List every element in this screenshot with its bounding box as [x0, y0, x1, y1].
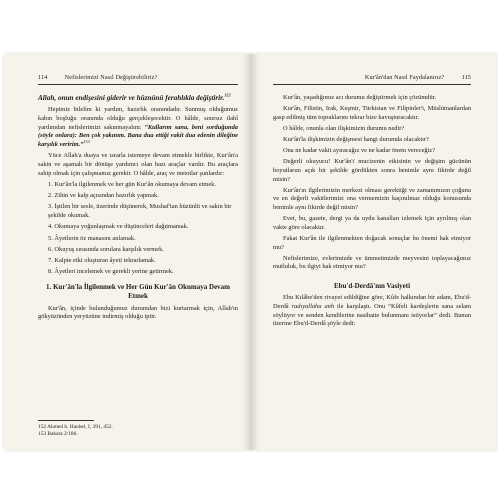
right-body-text: [273, 94, 471, 332]
footnote-ref-152: 152: [224, 92, 231, 98]
right-page: [251, 54, 496, 450]
right-paragraph-1: Kur'ân, yaşadığımız acı durumu değiştirmek için çözümdür.: [283, 94, 437, 101]
left-page-number: 114: [38, 74, 48, 81]
right-head-rule: [273, 84, 471, 85]
verse-quote-bold: “Kullarım sana, beni sorduğunda (söyle onlara): Ben çok yakınım. Bana dua ettiği vakit dua edenin dileğine karşılık veririm.”: [38, 123, 238, 149]
right-paragraph-6: Değerli okuyucu! Kur'ân'ı̇ mucizenin etkisinin ve değişim gücünün boyutlarını açık bir şekilde gördükten sonra benimle aynı fikirde değil misin?: [273, 158, 471, 183]
list-item: 4. Okumaya yoğunlaşmak ve düşünceleri dağıtmamak.: [48, 223, 189, 231]
left-head-rule: [38, 84, 238, 85]
right-paragraph-9: Fakat Kur'ân ile ilgilenmekten doğacak sonuçlar bu önemi hak etmiyor mu?: [273, 234, 471, 251]
footnotes: [38, 424, 238, 439]
left-body-text: [38, 94, 238, 324]
list-item: 1. Kur'ân'la ilgilenmek ve her gün Kur'ân okumaya devam etmek.: [48, 180, 216, 188]
right-running-head: [251, 74, 471, 83]
left-paragraph-2: Yüce Allah'a duaya ve ısrarla istemeye devam etmekle birlikte, Kur'ân'a sakin ve aşamalı bir dönüşe yardımcı olan bazı araçlar vardır. Bu araçlara sahip olmak için çalışmamız gerekir. O hâlde, araç ve metotlar şunlardır:: [38, 152, 238, 177]
right-running-title: Kur'ân'dan Nasıl Faydalanırız?: [364, 74, 445, 81]
left-page: [4, 54, 249, 450]
paragraph-1-text: Hepimiz bilelim ki yardım, hazırlık oranındadır. Sunmuş olduğumuz kabın boşluğu oranında olduğu gerçekleşecektir. O hâlde, sınırsız ilahî yardımdan nefislerimizi sakınmayalım:: [38, 106, 238, 131]
footnote-rule: [38, 420, 94, 421]
list-item: 2. Zihin ve kalp açısından hazırlık yapmak.: [48, 191, 159, 199]
left-paragraph-1: [38, 106, 238, 150]
footnote-152: 152 Ahmed b. Hanbel, I, 391, 452.: [38, 424, 113, 430]
methods-list: [38, 181, 238, 277]
right-paragraph-5: Ona ne kadar vakit ayıracağız ve ne kadar önem vereceğiz?: [283, 147, 436, 155]
right-paragraph-3: O hâlde, onunla olan ilişkimizin durumu nedir?: [283, 124, 405, 132]
left-subheading: 1. Kur'ân'la İlgilenmek ve Her Gün Kur'ân Okumaya Devam Etmek: [45, 283, 231, 301]
left-paragraph-3: Kur'ân, içinde bulunduğumuz durumdan bizi kurtarmak için, Allah'ın gökyüzünden yeryüzüne indirmiş olduğu iptir.: [38, 304, 238, 321]
left-running-head: [38, 74, 157, 83]
right-page-number: 115: [461, 74, 471, 81]
right-paragraph-2: Kur'ân, Filistin, Irak, Keşmir, Türkistan ve Filipinler'i, Müslümanlardan gasp edilmiş tüm topraklarını tekrar bize kavuşturacaktır.: [273, 105, 471, 121]
footnote-ref-153: 153: [83, 138, 90, 144]
list-item: 3. İştilen bir sesle, üzerinde düşünerek, Mushaf'tan hüzünlü ve sakin bir şekilde okumak.: [48, 203, 232, 219]
footnote-153: 153 Bakara 2/186.: [38, 431, 78, 438]
right-paragraph-11: [273, 294, 471, 329]
left-running-title: Nefislerimizi Nasıl Değiştirebiliriz?: [64, 74, 158, 81]
right-paragraph-4: Kur'ân'la ilişkimizin değişmesi hangi durumda olacaktır?: [283, 135, 429, 143]
list-item: 6. Okuyuş sırasında sorulara karşılık vermek.: [48, 245, 164, 253]
quote-bold-text: Allah, onun endişesini giderir ve hüznünü ferahlıkla değiştirir.: [38, 94, 225, 102]
left-quote-bold: [38, 94, 238, 103]
paragraph-11-text-a: Ebu Kılâbe'den rivayet edildiğine göre, Kûfe halkından bir adam, Ebu'd-Derdâ: [273, 294, 471, 311]
honorific-italic: radıyallahu anh: [291, 303, 335, 311]
paragraph-11-text-b: ile karşılaştı. Onu “Kûfeli kardeşlerin sana selam söylüyor ve senden kendilerine nasihatte bulunmanı istiyorlar” dedi. Bunun üzerine Ebu'd-Derdâ şöyle dedi:: [273, 303, 471, 328]
list-item: 8. Âyetleri incelemek ve gerekli yerine getirmek.: [48, 268, 174, 276]
right-subheading: Ebu'd-Derdâ'nın Vasiyeti: [333, 282, 411, 291]
right-paragraph-8: Evet, bu, gazete, dergi ya da uydu kanalları izlemek için ayrılmış olan vakte göre olacaktır.: [273, 215, 471, 231]
book-spread: [4, 54, 496, 450]
book-gutter: [242, 54, 260, 450]
right-paragraph-10: Nefislerimize, evlerimizde ve ümmetimizde meyvesini toplayacağımız mutluluk, bu ilgiyi hak etmiyor mu?: [273, 254, 471, 271]
right-paragraph-7: Kur'ân'ın ilgilerimizin merkezi olması gerektiği ve zamanımızın çoğunu ve en değerli vakitlerimizi ona vermemizin kaçınılmaz olduğu konusunda benimle aynı fikirde değil misin?: [273, 186, 471, 212]
list-item: 7. Kalpte etki oluşturan âyeti tekrarlamak.: [48, 257, 156, 265]
list-item: 5. Âyetlerin öz manasını anlamak.: [48, 234, 136, 242]
